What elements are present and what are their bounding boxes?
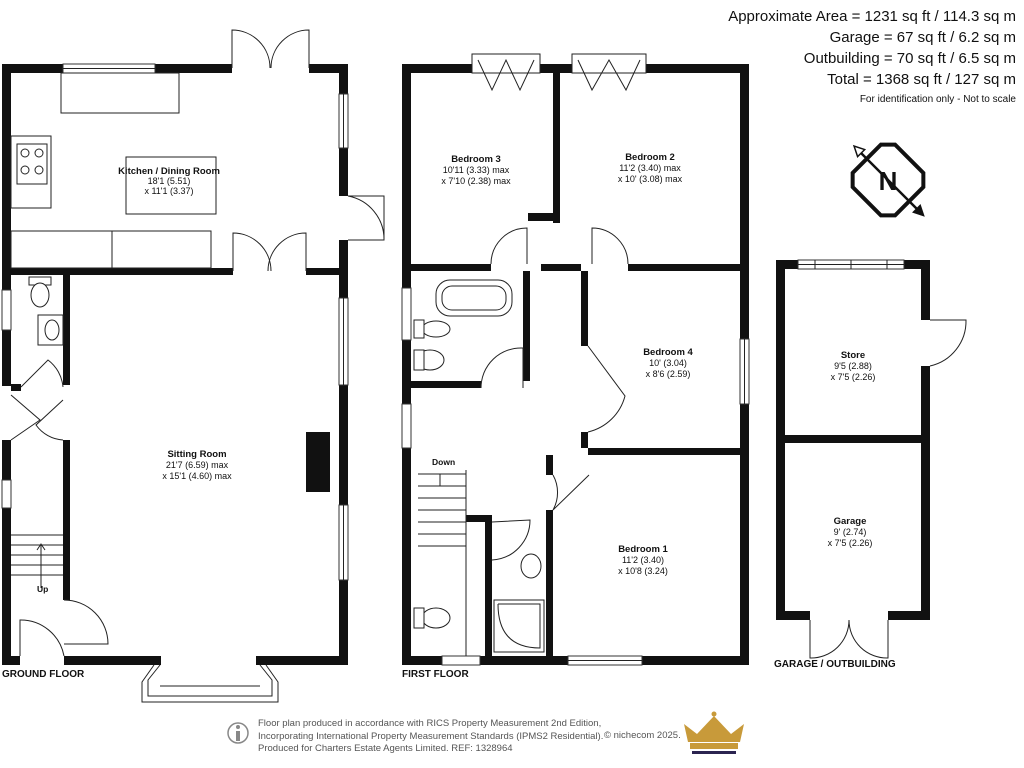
sitting-dim2: x 15'1 (4.60) max [162,471,232,481]
crown-logo [684,712,744,755]
bedroom2-name: Bedroom 2 [625,152,675,163]
bedroom2-dim1: 11'2 (3.40) max [619,163,681,173]
garage-name: Garage [833,516,867,527]
area-garage: Garage = 67 sq ft / 6.2 sq m [829,29,1016,46]
first-floor [402,54,749,680]
sitting-name: Sitting Room [167,449,227,460]
compass-letter: N [878,166,898,196]
bedroom1-name: Bedroom 1 [618,544,668,555]
stairs-down-label: Down [432,457,456,467]
scale-note: For identification only - Not to scale [859,94,1016,105]
bedroom4-dim2: x 8'6 (2.59) [645,369,691,379]
stairs-up-label: Up [37,584,49,594]
footer-text [258,718,603,756]
store-dim1: 9'5 (2.88) [834,361,872,371]
bedroom3-dim1: 10'11 (3.33) max [442,165,510,175]
garage-dim1: 9' (2.74) [833,527,867,537]
bedroom3-dim2: x 7'10 (2.38) max [441,176,511,186]
area-outbuilding: Outbuilding = 70 sq ft / 6.5 sq m [803,50,1016,67]
bedroom4-dim1: 10' (3.04) [649,358,687,368]
ground-floor [2,30,384,702]
kitchen-dim2: x 11'1 (3.37) [144,186,194,196]
footer-line1: Floor plan produced in accordance with RICS Property Measurement 2nd Edition, [258,718,602,729]
garage-dim2: x 7'5 (2.26) [827,538,873,548]
store-name: Store [840,350,866,361]
footer-line2: Incorporating International Property Measurement Standards (IPMS2 Residential). [258,730,604,742]
area-total: Total = 1368 sq ft / 127 sq m [827,71,1016,88]
area-total-house: Approximate Area = 1231 sq ft / 114.3 sq m [728,8,1016,25]
kitchen-dim1: 18'1 (5.51) [147,176,191,186]
stairs-up [11,535,63,594]
sitting-dim1: 21'7 (6.59) max [165,460,229,470]
store-dim2: x 7'5 (2.26) [830,372,876,382]
outbuilding-label: GARAGE / OUTBUILDING [774,659,896,670]
info-icon [228,723,248,743]
outbuilding [774,260,966,670]
ground-floor-label: GROUND FLOOR [2,669,85,680]
copyright: © nichecom 2025. [604,730,681,741]
bedroom1-dim2: x 10'8 (3.24) [618,566,668,576]
bedroom3-name: Bedroom 3 [451,154,501,165]
area-summary [728,6,1016,110]
first-floor-label: FIRST FLOOR [402,669,469,680]
bedroom4-name: Bedroom 4 [643,347,693,358]
kitchen-name: Kitchen / Dining Room [118,166,220,177]
bedroom1-dim1: 11'2 (3.40) [621,555,665,565]
bedroom2-dim2: x 10' (3.08) max [617,174,683,184]
footer-line3: Produced for Charters Estate Agents Limited. REF: 1328964 [258,743,513,754]
